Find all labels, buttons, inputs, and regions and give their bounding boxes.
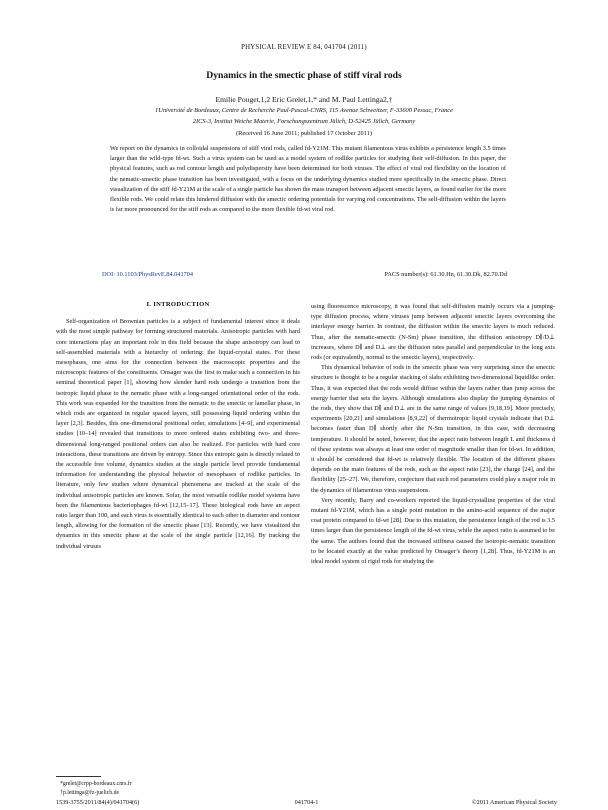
paragraph: Very recently, Barry and co-workers reported the liquid-crystalline properties of the viral mutant fd-Y21M, which has a single point mutation in the amino-acid sequence of the major coat protein compared to fd-wt [28]. Due to this mutation, the persistence length of the rod is 3.5 times larger than the persistence length of the fd-wt virus, while the aspect ratio is assumed to be the same. The authors found that the increased stiffness caused the isotropic-nematic transition to be located exactly at the value predicted by Onsager’s theory [1,28]. Thus, fd-Y21M is an ideal model system of rigid rods for studying the xyxy=(311,496,555,566)
section-heading: I. INTRODUCTION xyxy=(146,301,210,308)
footer-issn: 1539-3755/2011/84(4)/041704(6) xyxy=(56,799,140,806)
footer-copyright: ©2011 American Physical Society xyxy=(471,799,557,806)
paper-title: Dynamics in the smectic phase of stiff viral rods xyxy=(206,70,402,81)
doi-link[interactable]: DOI: 10.1103/PhysRevE.84.041704 xyxy=(102,271,194,278)
right-column xyxy=(311,302,555,567)
footnotes xyxy=(60,780,132,798)
pacs-numbers: PACS number(s): 61.30.Hn, 61.30.Dk, 82.70.Dd xyxy=(384,271,507,278)
received-date: (Received 16 June 2011; published 17 October 2011) xyxy=(235,130,372,137)
left-column xyxy=(56,300,300,552)
footnote-email-1[interactable]: *grelet@crpp-bordeaux.cnrs.fr xyxy=(60,781,132,787)
footnote-email-2[interactable]: †p.lettinga@fz-juelich.de xyxy=(60,790,120,796)
affiliation-1: 1Université de Bordeaux, Centre de Recherche Paul-Pascal-CNRS, 115 Avenue Schweitzer, F-33600 Pessac, France xyxy=(155,107,453,114)
affiliation-2: 2ICS-3, Institut Weiche Materie, Forschungszentrum Jülich, D-52425 Jülich, Germany xyxy=(192,118,416,125)
footer-page-number: 041704-1 xyxy=(294,799,319,806)
doi-pacs-line xyxy=(102,271,507,278)
page-footer xyxy=(56,799,557,806)
footnote-rule xyxy=(56,776,101,777)
paragraph: This dynamical behavior of rods in the smectic phase was very surprising since the smectic structure is thought to be a regular stacking of slabs exhibiting two-dimensional liquidlike order. Thus, it was expected that the rods would diffuse within the layers rather than jump across the energy barrier that sets the layers. Although simulations also display the jumping dynamics of the rods, they show that D∥ and D⊥ are in the same range of values [9,18,19]. More precisely, experiments [20,21] and simulations [8,9,22] of thermotropic liquid crystals indicate that D⊥ becomes faster than D∥ shortly after the N-Sm transition, in this case, with decreasing temperature. It should be noted, however, that the aspect ratio between length L and thickness d of these systems was always at least one order of magnitude smaller than for fd-wt. In addition, it should be considered that fd-wt is relatively flexible. The location of the different phases depends on the main features of the rods, such as the aspect ratio [23], the charge [24], and the flexibility [25–27]. We, therefore, conjecture that such rod parameters could play a major role in the dynamics of filamentous virus suspensions. xyxy=(311,364,555,494)
paragraph: Self-organization of Brownian particles is a subject of fundamental interest since it deals with the most simple pathway for forming structured materials. Anisotropic particles with hard core interactions play an important role in this field because the shape anisotropy can lead to self-assembled materials with a hierarchy of ordering: the liquid-crystal states. For these mesophases, one aims for the connection between the macroscopic properties and the microscopic features of the constituents. Onsager was the first to make such a connection in his seminal theoretical paper [1], showing how slender hard rods undergo a transition from the isotropic liquid phase to the nematic phase with a long-ranged orientational order of the rods. This work was expanded for the transition from the nematic to the smectic or lamellar phase, in which rods are organized in regular spaced layers, still possessing liquid ordering within the layer [2,3]. Besides, this one-dimensional positional order, simulations [4–9], and experimental studies [10–14] revealed that transitions to more ordered states exhibiting two- and three-dimensional long-ranged positional orders can also be realized. For particles with hard core interactions, these transitions are driven by entropy. Since this entropic gain is directly related to the accessible free volume, dynamics studies at the single particle level provide fundamental information for understanding the physical behavior of mesophases of rodlike particles. In literature, only few studies where dynamical phenomena are tracked at the scale of the individual anisotropic particles are known. Sofar, the most versatile rodlike model systems have been the filamentous bacteriophages fd-wt [12,15–17]. These biological rods have an aspect ratio larger than 100, and each virus is essentially identical to each other in diameter and contour length, allowing for the formation of the smectic phase [13]. Recently, we have visualized the dynamics in this smectic phase at the scale of the single particle [12,16]. By tracking the individual viruses xyxy=(56,318,300,550)
paragraph: using fluorescence microscopy, it was found that self-diffusion mainly occurs via a jumping-type diffusion process, where viruses jump between adjacent smectic layers overcoming the interlayer energy barrier. In contrast, the diffusion within the smectic layers is much reduced. Thus, after the nematic-smectic (N-Sm) phase transition, the diffusion anisotropy D∥/D⊥ increases, where D∥ and D⊥ are the diffusion rates parallel and perpendicular to the long axis rods (or equivalently, normal to the smectic layers), respectively. xyxy=(311,303,555,362)
author-list: Emilie Pouget,1,2 Eric Grelet,1,* and M. Paul Lettinga2,† xyxy=(215,95,393,104)
journal-header: PHYSICAL REVIEW E 84, 041704 (2011) xyxy=(241,44,367,51)
abstract: We report on the dynamics in colloidal suspensions of stiff viral rods, called fd-Y21M. This mutant filamentous virus exhibits a persistence length 3.5 times larger than the wild-type fd-wt. Such a virus system can be used as a model system of rodlike particles for studying their self-diffusion. In this paper, the physical features, such as rod contour length and polydispersity have been determined for both viruses. The effect of viral rod flexibility on the location of the nematic-smectic phase transition has been investigated, with a focus on the underlying dynamics studied more specifically in the smectic phase. Direct visualization of the stiff fd-Y21M at the scale of a single particle has shown the mass transport between adjacent smectic layers, as found earlier for the more flexible rods. We could relate this hindered diffusion with the smectic ordering potentials for varying rod concentrations. The self-diffusion within the layers is far more pronounced for the stiff rods as compared to the more flexible fd-wt viral rod. xyxy=(110,145,506,214)
